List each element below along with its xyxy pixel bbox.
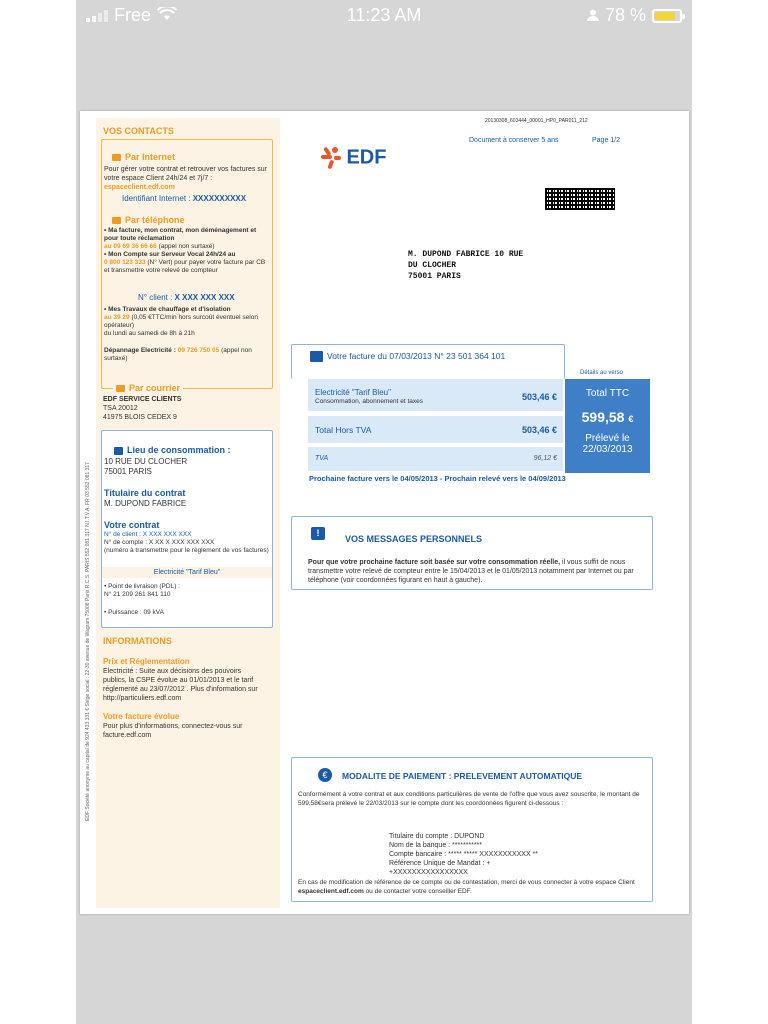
titulaire-name: M. DUPOND FABRICE (104, 499, 187, 508)
invoice-title: Votre facture du 07/03/2013 N° 23 501 364 101 (310, 351, 505, 362)
invoice-row-tva: TVA 96,12 € (308, 447, 563, 471)
internet-text: Pour gérer votre contrat et retrouver vos factures sur votre espace Client 24h/24 et 7j/7 : espaceclient.edf.com (104, 166, 268, 191)
bank-details: Titulaire du compte : DUPOND Nom de la banque : *********** Compte bancaire : ***** ***** XXXXXXXXXXX ** Référence Unique de Mandat : + +XXXXXXXXXXXXXXXX (389, 833, 539, 876)
conso-address: 10 RUE DU CLOCHER 75001 PARIS (104, 457, 188, 476)
left-column (96, 118, 280, 908)
clock: 11:23 AM (346, 5, 422, 25)
consumption-box (101, 430, 273, 628)
preleve: Prélevé le 22/03/2013 (582, 433, 633, 455)
battery-percent: 78 % (604, 5, 646, 25)
mail-title: Par courrier (113, 383, 183, 393)
contrat-title: Votre contrat (104, 520, 160, 530)
evolue-title: Votre facture évolue (103, 712, 180, 721)
internet-id: Identifiant Internet : XXXXXXXXXX (122, 194, 247, 203)
edf-flower-icon (320, 143, 342, 173)
contract-offer: Electricité "Tarif Bleu" (102, 567, 272, 578)
works-text: • Mes Travaux de chauffage et d'isolation au 39 29 (0,05 €TTC/min hors surcoût éventuel selon opérateur) du lundi au samedi de 8h à 21h (104, 306, 258, 337)
payment-box (291, 757, 653, 902)
invoice-title-box (291, 344, 565, 379)
phone-text: • Ma facture, mon contrat, mon déménagement et pour toute réclamation au 09 69 36 66 66 (appel non surtaxé) • Mon Compte sur Serveur Vocal 24h/24 au 0 800 123 333 (N° Vert) pour payer votre facture par CB et transmettre votre relevé de compteur (104, 227, 266, 274)
keep-notice: Document à conserver 5 ans (469, 137, 559, 144)
details-link[interactable]: Détails au verso (580, 370, 624, 376)
phone-title: Par téléphone (112, 215, 185, 225)
doc-reference: 20130308_603444_00001_HP0_PAR011_212 (485, 118, 588, 124)
contacts-title: VOS CONTACTS (103, 126, 174, 136)
edf-logo (320, 143, 386, 173)
internet-link[interactable]: espaceclient.edf.com (104, 184, 175, 191)
legal-vertical-text: EDF Société anonyme au capital de 924 433 331 € Siège social : 22-30 avenue de Wagram 75008 Paris R.C.S. PARIS 552 081 317 N.I.T.V.A. FR 03 552 081 317 (85, 462, 91, 821)
contrat-details: N° de client : X XXX XXX XXX N° de compte : X XX X XXX XXX XXX (numéro à transmettre pour le règlement de vos factures) (104, 531, 269, 554)
messages-title: VOS MESSAGES PERSONNELS (345, 534, 483, 544)
battery-icon (652, 9, 682, 23)
prix-text: Electricité : Suite aux décisions des pouvoirs publics, la CSPE évolue au 01/01/2013 et le tarif réglementé au 23/07/2012 . Plus d'information sur http://particuliers.edf.com (103, 668, 258, 702)
next-invoice: Prochaine facture vers le 04/05/2013 - Prochain relevé vers le 04/09/2013 (309, 474, 566, 483)
total-ttc-box (565, 379, 650, 473)
envelope-icon (116, 385, 125, 392)
datamatrix-barcode (545, 188, 615, 210)
payment-title: MODALITE DE PAIEMENT : PRELEVEMENT AUTOMATIQUE (342, 771, 583, 781)
conso-title: Lieu de consommation : (114, 445, 231, 455)
contacts-box (101, 139, 273, 389)
phone-icon (112, 217, 121, 224)
titulaire-title: Titulaire du contrat (104, 488, 186, 498)
message-icon: ! (311, 527, 325, 540)
battery-area (587, 5, 682, 26)
client-number: N° client : X XXX XXX XXX (138, 293, 235, 302)
mail-address: EDF SERVICE CLIENTS TSA 20012 41975 BLOIS CEDEX 9 (103, 396, 182, 421)
espace-client-link[interactable]: espaceclient.edf.com (298, 887, 364, 895)
info-title: INFORMATIONS (103, 636, 172, 646)
invoice-page (80, 111, 689, 914)
payment-outro: En cas de modification de référence de ce compte ou de contestation, merci de vous connecter à votre espace Client espaceclient.edf.com ou de contacter votre conseiller EDF. (298, 879, 635, 895)
calculator-icon (310, 351, 323, 362)
payment-intro: Conformément à votre contrat et aux conditions particulières de vente de l'offre que vous avez souscrite, le montant de 599,58€sera prélevé le 22/03/2013 sur le compte dont les coordonnées figurent ci-dessous : (298, 791, 640, 807)
depannage: Dépannage Electricité : 09 726 750 05 (appel non surtaxé) (104, 347, 252, 362)
house-icon (114, 447, 123, 455)
carrier-name: Free (114, 5, 152, 25)
internet-title: Par Internet (112, 152, 175, 162)
user-icon (587, 5, 599, 26)
prix-title: Prix et Réglementation (103, 657, 190, 666)
messages-box (291, 516, 653, 590)
evolue-text: Pour plus d'informations, connectez-vous sur facture.edf.com (103, 723, 243, 739)
euro-icon: € (318, 768, 332, 782)
laptop-icon (112, 154, 121, 161)
status-bar (76, 0, 692, 32)
pdl: • Point de livraison (PDL) : N° 21 209 261 841 110 (104, 583, 180, 598)
messages-text: Pour que votre prochaine facture soit basée sur votre consommation réelle, il vous suffit de nous transmettre votre relevé de compteur entre le 15/04/2013 et le 01/05/2013 notamment par Internet ou par téléphone (voir coordonnées figurant en haut à gauche). (308, 559, 634, 584)
ttc-label: Total TTC (585, 388, 630, 399)
invoice-row-total-ht: Total Hors TVA 503,46 € (308, 416, 563, 443)
invoice-row-electricity: Electricité "Tarif Bleu" Consommation, abonnement et taxes 503,46 € (308, 379, 563, 411)
edf-wordmark: EDF (346, 146, 387, 169)
puissance: • Puissance : 09 kVA (104, 609, 164, 616)
ttc-amount: 599,58 € (581, 409, 634, 425)
page-number: Page 1/2 (592, 137, 621, 144)
recipient-address: M. DUPOND FABRICE 10 RUE DU CLOCHER 75001 PARIS (408, 250, 524, 281)
